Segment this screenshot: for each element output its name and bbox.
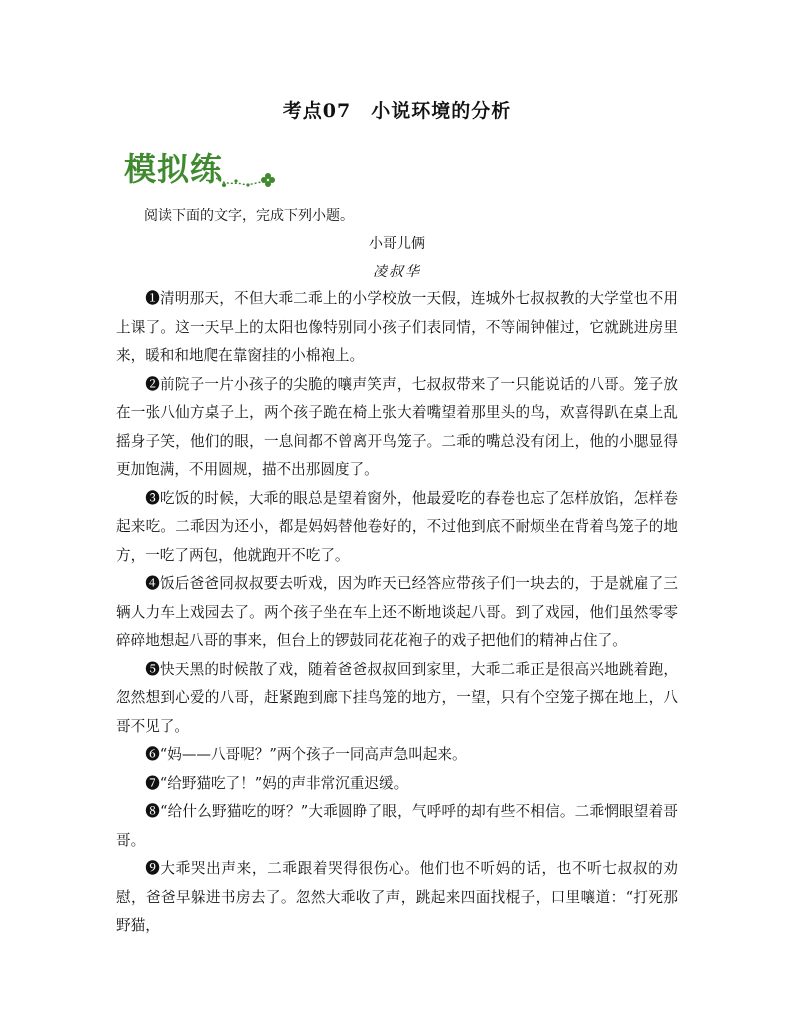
story-title: 小哥儿俩: [369, 236, 425, 252]
paragraph-5: ❺快天黑的时候散了戏，随着爸爸叔叔回到家里，大乖二乖正是很高兴地跳着跑，忽然想到心爱的八哥，赶紧跑到廊下挂鸟笼的地方，一望，只有个空笼子掷在地上，八哥不见了。: [116, 660, 678, 735]
story-author: 凌叔华: [373, 264, 421, 280]
paragraph-9: ❾大乖哭出声来，二乖跟着哭得很伤心。他们也不听妈的话，也不听七叔叔的劝慰，爸爸早躲进书房去了。忽然大乖收了声，跳起来四面找棍子，口里嚷道：“打死那野猫，: [116, 860, 678, 934]
paragraph-3: ❸吃饭的时候，大乖的眼总是望着窗外，他最爱吃的春卷也忘了怎样放馅，怎样卷起来吃。二乖因为还小，都是妈妈替他卷好的，不过他到底不耐烦坐在背着鸟笼子的地方，一吃了两包，他就跑开不吃了。: [116, 489, 678, 564]
paragraph-7: ❼“给野猫吃了！”妈的声非常沉重迟缓。: [145, 774, 409, 792]
paragraph-1: ❶清明那天，不但大乖二乖上的小学校放一天假，连城外七叔叔教的大学堂也不用上课了。这一天早上的太阳也像特别同小孩子们表同情，不等闹钟催过，它就跳进房里来，暖和和地爬在靠窗挂的小棉袍上。: [116, 290, 678, 364]
instruction-text: 阅读下面的文字，完成下列小题。: [144, 208, 354, 224]
section-logo-text: 模拟练: [124, 150, 224, 188]
story-body: [116, 285, 678, 941]
paragraph-6: ❻“妈——八哥呢？”两个孩子一同高声急叫起来。: [145, 746, 467, 763]
paragraph-2: ❷前院子一片小孩子的尖脆的嚷声笑声，七叔叔带来了一只能说话的八哥。笼子放在一张八仙方桌子上，两个孩子跪在椅上张大着嘴望着那里头的鸟，欢喜得趴在桌上乱摇身子笑，他们的眼，一息间都不曾离开鸟笼子。二乖的嘴总没有闭上，他的小腮显得更加饱满，不用圆规，描不出那圆度了。: [116, 375, 678, 478]
paragraph-8: ❽“给什么野猫吃的呀？”大乖圆睁了眼，气呼呼的却有些不相信。二乖惘眼望着哥哥。: [116, 803, 678, 849]
page-title: 考点07 小说环境的分析: [282, 100, 512, 122]
paragraph-4: ❹饭后爸爸同叔叔要去听戏，因为昨天已经答应带孩子们一块去的，于是就雇了三辆人力车上戏园去了。两个孩子坐在车上还不断地谈起八哥。到了戏园，他们虽然零零碎碎地想起八哥的事来，但台上的锣鼓同花花袍子的戏子把他们的精神占住了。: [116, 575, 678, 649]
section-logo: [118, 140, 278, 198]
